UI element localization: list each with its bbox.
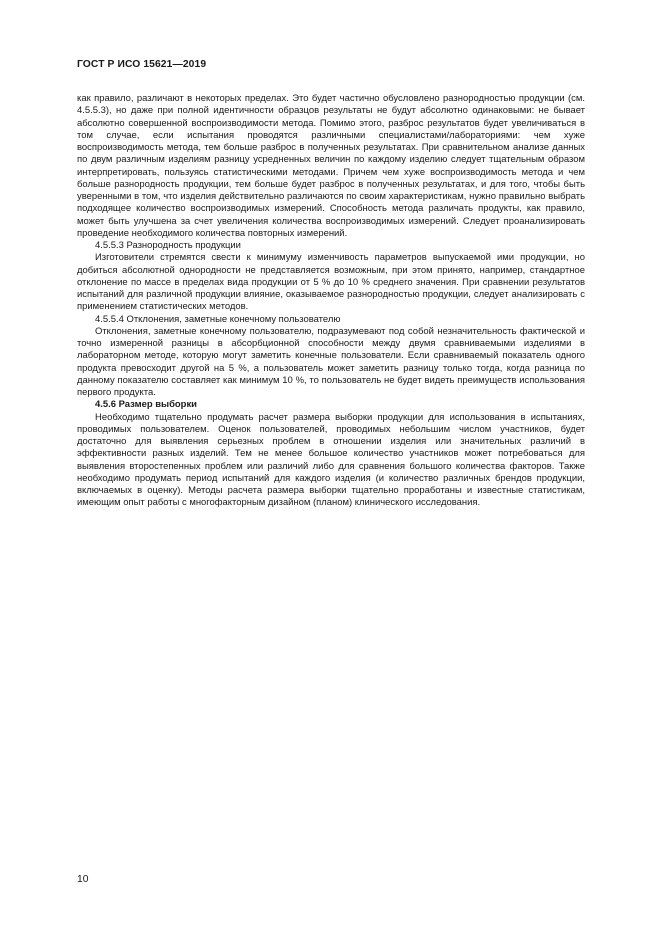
document-body	[77, 93, 585, 510]
section-heading-4553: 4.5.5.3 Разнородность продукции	[95, 240, 241, 251]
section-heading-4554: 4.5.5.4 Отклонения, заметные конечному пользователю	[95, 313, 341, 325]
body-paragraph-sample-size: Необходимо тщательно продумать расчет размера выборки продукции для использования в испытаниях, проводимых пользователем. Оценок пользователей, проводимых небольшим числом участников, будет достаточно для выявления серьезных проблем в отношении изделия или значительных различий в эффективности разных изделий. Тем не менее большое количество участников может потребоваться для выявления второстепенных проблем или различий либо для сравнения большого количества факторов. Также необходимо продумать период испытаний для каждого изделия (и количество различных брендов продукции, включаемых в оценку). Методы расчета размера выборки тщательно проработаны и известные статистикам, имеющим опыт работы с многофакторным дизайном (планом) клинического исследования.	[77, 411, 585, 509]
section-heading-456: 4.5.6 Размер выборки	[95, 399, 197, 411]
body-paragraph-continuation: как правило, различают в некоторых пределах. Это будет частично обусловлено разнородностью продукции (см. 4.5.5.3), но даже при полной идентичности образцов результаты не будут абсолютно одинаковыми: не бывает абсолютно совершенной воспроизводимости метода. Помимо этого, разброс результатов будет увеличиваться в том случае, если испытания проводятся различными специалистами/лабораториями: чем хуже воспроизводимость метода, тем больше разброс в полученных результатах. При сравнительном анализе данных по двум различным изделиям разницу усредненных величин по каждому изделию следует тщательным образом интерпретировать, пользуясь статистическими методами. Причем чем хуже воспроизводимость метода и чем больше разнородность продукции, тем больше будет разброс в полученных результатах, и для того, чтобы быть уверенными в том, что изделия действительно различаются по своим характеристикам, нужно правильно выбрать подходящее количество воспроизводимых измерений. Способность метода различать продукты, как правило, может быть улучшена за счет увеличения количества воспроизводимых измерений. Следует проанализировать проведение необходимого количества повторных измерений.	[77, 93, 585, 239]
body-paragraph-product-heterogeneity: Изготовители стремятся свести к минимуму изменчивость параметров выпускаемой ими продукции, но добиться абсолютной однородности не представляется возможным, при этом принято, например, стандартное отклонение по массе в пределах вида продукции от 5 % до 10 % среднего значения. При сравнении результатов испытаний для различной продукции влияние, оказываемое разнородностью продукции, следует анализировать с применением статистических методов.	[77, 252, 585, 313]
body-paragraph-user-deviations: Отклонения, заметные конечному пользователю, подразумевают под собой незначительность фактической и точно измеренной разницы в абсорбционной способности между двумя сравниваемыми изделиями в лабораторном методе, которую могут заметить конечные пользователи. Если сравниваемый показатель одного продукта превосходит другой на 5 %, а пользователь может заметить разницу только тогда, когда разница по данному показателю составляет как минимум 10 %, то пользователь не будет видеть преимуществ использования первого продукта.	[77, 325, 585, 398]
page-number: 10	[77, 874, 89, 885]
document-header: ГОСТ Р ИСО 15621—2019	[77, 59, 207, 70]
